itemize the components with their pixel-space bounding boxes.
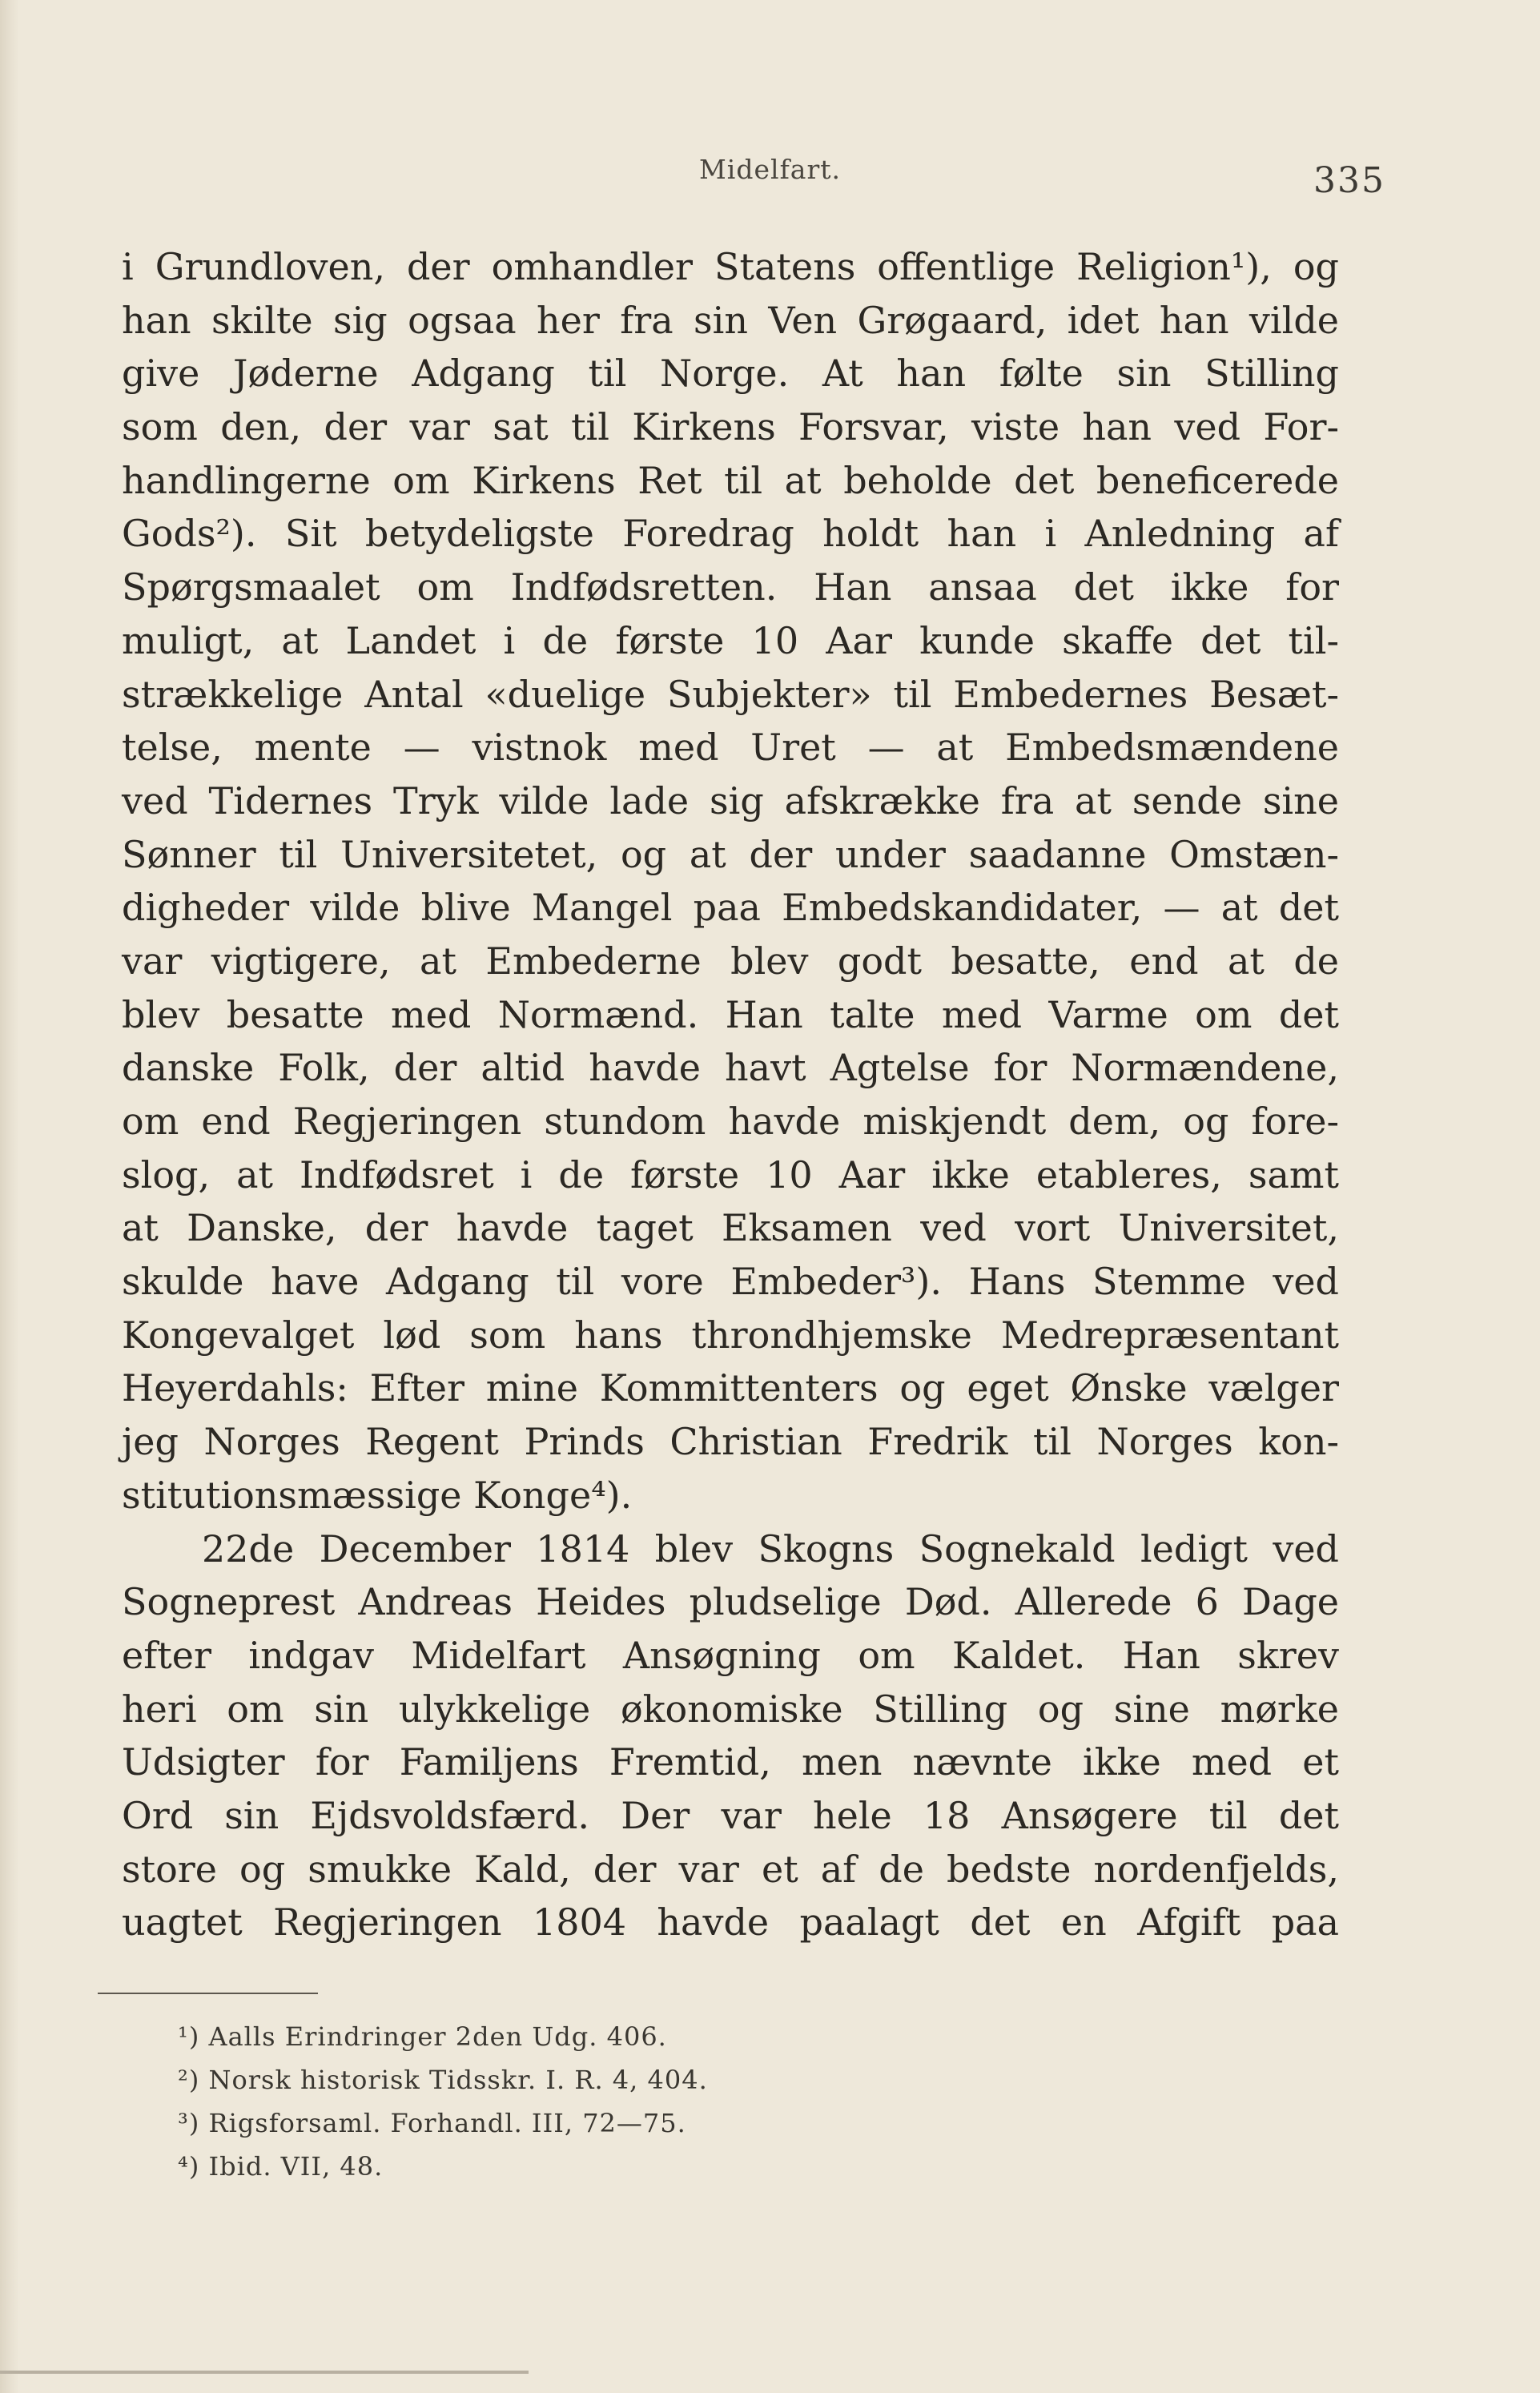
text-line: Sogneprest Andreas Heides pludselige Død. Allerede 6 Dage xyxy=(122,1580,1339,1624)
text-line: han skilte sig ogsaa her fra sin Ven Grøgaard, idet han vilde xyxy=(122,298,1339,342)
text-line: Spørgsmaalet om Indfødsretten. Han ansaa det ikke for xyxy=(122,565,1339,609)
text-line: muligt, at Landet i de første 10 Aar kunde skaffe det til- xyxy=(122,618,1339,662)
footnote: ⁴) Ibid. VII, 48. xyxy=(178,2151,384,2182)
text-line: slog, at Indfødsret i de første 10 Aar ikke etableres, samt xyxy=(122,1152,1339,1196)
text-line-paragraph-end: stitutionsmæssige Konge⁴). xyxy=(122,1473,633,1517)
text-line: om end Regjeringen stundom havde miskjendt dem, og fore- xyxy=(122,1100,1339,1143)
text-line: var vigtigere, at Embederne blev godt besatte, end at de xyxy=(122,939,1339,983)
text-line: uagtet Regjeringen 1804 havde paalagt det en Afgift paa xyxy=(122,1900,1339,1945)
text-line: store og smukke Kald, der var et af de bedste nordenfjelds, xyxy=(122,1847,1339,1891)
text-line: Ord sin Ejdsvoldsfærd. Der var hele 18 Ansøgere til det xyxy=(122,1793,1339,1837)
text-line: strækkelige Antal «duelige Subjekter» til Embedernes Besæt- xyxy=(122,672,1339,716)
text-line: danske Folk, der altid havde havt Agtelse for Normændene, xyxy=(122,1046,1339,1090)
page-gutter-edge xyxy=(0,0,19,2393)
text-line: Heyerdahls: Efter mine Kommittenters og eget Ønske vælger xyxy=(122,1366,1339,1410)
text-line: heri om sin ulykkelige økonomiske Stilling og sine mørke xyxy=(122,1687,1339,1731)
footnote: ²) Norsk historisk Tidsskr. I. R. 4, 404. xyxy=(178,2065,708,2095)
footnotes xyxy=(178,2015,899,2188)
text-line: Gods²). Sit betydeligste Foredrag holdt han i Anledning af xyxy=(122,512,1339,556)
body-text xyxy=(122,240,1339,1949)
text-line: digheder vilde blive Mangel paa Embedskandidater, — at det xyxy=(122,886,1339,930)
text-line: blev besatte med Normænd. Han talte med Varme om det xyxy=(122,992,1339,1036)
text-line: skulde have Adgang til vore Embeder³). Hans Stemme ved xyxy=(122,1260,1339,1304)
text-line: som den, der var sat til Kirkens Forsvar, viste han ved For- xyxy=(122,405,1339,449)
text-line: give Jøderne Adgang til Norge. At han følte sin Stilling xyxy=(122,352,1339,396)
text-line-paragraph-start: 22de December 1814 blev Skogns Sognekald ledigt ved xyxy=(202,1526,1339,1571)
footnote-rule xyxy=(98,1993,318,1994)
text-line: telse, mente — vistnok med Uret — at Embedsmændene xyxy=(122,726,1339,770)
footnote: ¹) Aalls Erindringer 2den Udg. 406. xyxy=(178,2021,667,2052)
text-line: Kongevalget lød som hans throndhjemske Medrepræsentant xyxy=(122,1313,1339,1357)
text-line: Udsigter for Familjens Fremtid, men nævnte ikke med et xyxy=(122,1740,1339,1784)
page-number: 335 xyxy=(1313,160,1385,201)
running-head: Midelfart. xyxy=(699,154,841,185)
text-line: ved Tidernes Tryk vilde lade sig afskrække fra at sende sine xyxy=(122,778,1339,822)
text-line: at Danske, der havde taget Eksamen ved vort Universitet, xyxy=(122,1206,1339,1250)
text-line: Sønner til Universitetet, og at der under saadanne Omstæn- xyxy=(122,832,1339,876)
text-line: efter indgav Midelfart Ansøgning om Kaldet. Han skrev xyxy=(122,1633,1339,1677)
footnote: ³) Rigsforsaml. Forhandl. III, 72—75. xyxy=(178,2108,686,2138)
text-line: handlingerne om Kirkens Ret til at beholde det beneficerede xyxy=(122,458,1339,502)
text-line: i Grundloven, der omhandler Statens offentlige Religion¹), og xyxy=(122,245,1339,288)
text-line: jeg Norges Regent Prinds Christian Fredrik til Norges kon- xyxy=(122,1420,1339,1464)
page-bottom-edge xyxy=(0,2371,529,2374)
